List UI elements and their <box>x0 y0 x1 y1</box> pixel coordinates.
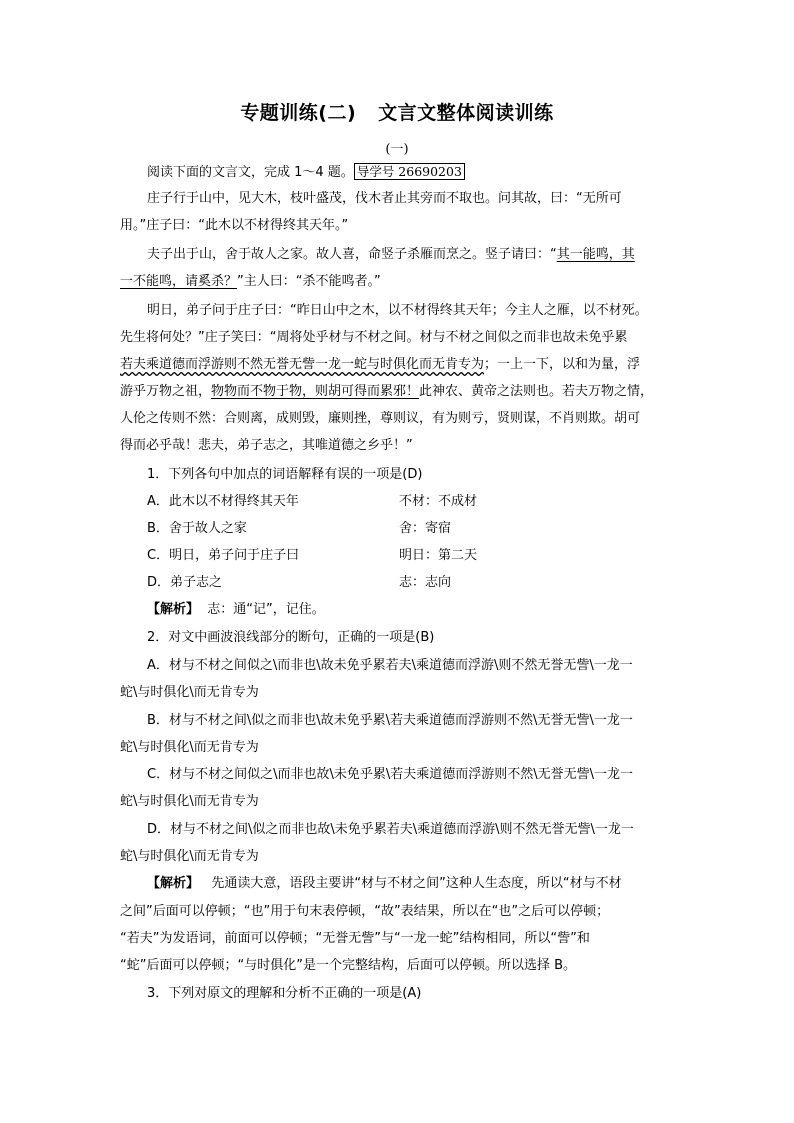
passage-line <box>147 246 635 264</box>
passage-line: 得而必乎哉！悲夫，弟子志之，其唯道德之乡乎！” <box>120 438 413 453</box>
passage-text: 夫子出于山，舍于故人之家。故人喜，命竖子杀雁而烹之。竖子请曰：“ <box>147 247 557 262</box>
q1-option-c: C．明日，弟子问于庄子曰 <box>147 548 300 563</box>
underlined-sentence: 物物而不物于物，则胡可得而累邪！ <box>211 384 420 399</box>
q2-analysis-line: “蛇”后面可以停顿；“与时俱化”是一个完整结构，后面可以停顿。所以选择 B。 <box>120 958 576 973</box>
question-2-stem: 2．对文中画波浪线部分的断句，正确的一项是(B) <box>147 630 435 645</box>
underlined-sentence: 一不能鸣，请奚杀？ <box>120 274 238 289</box>
q2-option-c-line1: C．材与不材之间似之\而非也故\未免乎累\若夫乘道德而浮游则不然\无誉无訾\一龙一 <box>147 767 633 782</box>
question-3-stem: 3．下列对原文的理解和分析不正确的一项是(A) <box>147 986 422 1001</box>
q1-analysis <box>147 601 325 619</box>
title-main: 专题训练(二) <box>240 102 357 124</box>
passage-text: ；一上一下，以和为量，浮 <box>484 357 641 372</box>
q2-analysis-line: 之间”后面可以停顿；“也”用于句末表停顿，“故”表结果，所以在“也”之后可以停顿； <box>120 904 610 919</box>
question-1-stem: 1．下列各句中加点的词语解释有误的一项是(D) <box>147 467 423 482</box>
passage-line: 明日，弟子问于庄子曰：“昨日山中之木，以不材得终其天年；今主人之雁，以不材死。 <box>147 303 648 318</box>
analysis-label: 【解析】 <box>147 876 200 891</box>
q1-option-a: A．此木以不材得终其天年 <box>147 494 299 509</box>
q2-option-a-line1: A．材与不材之间似之\而非也\故未免乎累若夫\乘道德而浮游\则不然无誉无訾\一龙一 <box>147 658 633 673</box>
intro-text: 阅读下面的文言文，完成 1～4 题。 <box>147 165 354 180</box>
passage-line <box>120 356 640 374</box>
passage-line <box>120 383 653 401</box>
q2-option-d-line1: D．材与不材之间\似之而非也故\未免乎累若夫\乘道德而浮游\则不然无誉无訾\一龙一 <box>147 822 634 837</box>
analysis-text: 先通读大意，语段主要讲“材与不材之间”这种人生态度，所以“材与不材 <box>211 876 622 891</box>
section-number: (一) <box>385 142 409 157</box>
q2-option-b-line2: 蛇\与时俱化\而无肯专为 <box>120 740 259 755</box>
wavy-underlined-text: 若夫乘道德而浮游则不然无誉无訾一龙一蛇与时俱化而无肯专为 <box>120 357 485 372</box>
passage-line: 用。”庄子曰：“此木以不材得终其天年。” <box>120 218 349 233</box>
analysis-text: 志：通“记”，记住。 <box>207 602 325 617</box>
underlined-sentence: 其一能鸣，其 <box>556 247 635 262</box>
title-subject: 文言文整体阅读训练 <box>378 102 554 124</box>
q1-option-d: D．弟子志之 <box>147 575 223 590</box>
q2-option-c-line2: 蛇\与时俱化\而无肯专为 <box>120 794 259 809</box>
q2-option-b-line1: B．材与不材之间\似之而非也\故未免乎累\若夫乘道德而浮游则不然\无誉无訾\一龙一 <box>147 713 633 728</box>
passage-text: 此神农、黄帝之法则也。若夫万物之情， <box>419 384 654 399</box>
passage-text: 游乎万物之祖， <box>120 384 212 399</box>
q2-option-a-line2: 蛇\与时俱化\而无肯专为 <box>120 685 259 700</box>
intro-line <box>147 163 465 182</box>
passage-text: ”主人曰：“杀不能鸣者。” <box>237 274 381 289</box>
passage-text: 先生将何处？”庄子笑曰：“周将处乎材与不材之间。材与不材之间似之而非也故未免乎累 <box>120 330 628 345</box>
passage-line <box>120 273 381 291</box>
q1-option-a-explanation: 不材：不成材 <box>399 494 478 509</box>
guide-id-box: 导学号 26690203 <box>354 163 465 180</box>
q1-option-b: B．舍于故人之家 <box>147 521 247 536</box>
page-title <box>0 98 794 125</box>
passage-line: 庄子行于山中，见大木，枝叶盛茂，伐木者止其旁而不取也。问其故，曰：“无所可 <box>147 191 622 206</box>
q2-analysis-line <box>147 875 622 893</box>
q1-option-c-explanation: 明日：第二天 <box>399 548 478 563</box>
q1-option-d-explanation: 志：志向 <box>399 575 452 590</box>
q1-option-b-explanation: 舍：寄宿 <box>399 521 452 536</box>
q2-analysis-line: “若夫”为发语词，前面可以停顿；“无誉无訾”与“一龙一蛇”结构相同，所以“訾”和 <box>120 931 590 946</box>
analysis-label: 【解析】 <box>147 602 200 617</box>
q2-option-d-line2: 蛇\与时俱化\而无肯专为 <box>120 849 259 864</box>
passage-line <box>120 329 627 347</box>
passage-line: 人伦之传则不然：合则离，成则毁，廉则挫，尊则议，有为则亏，贤则谋，不肖则欺。胡可 <box>120 411 641 426</box>
